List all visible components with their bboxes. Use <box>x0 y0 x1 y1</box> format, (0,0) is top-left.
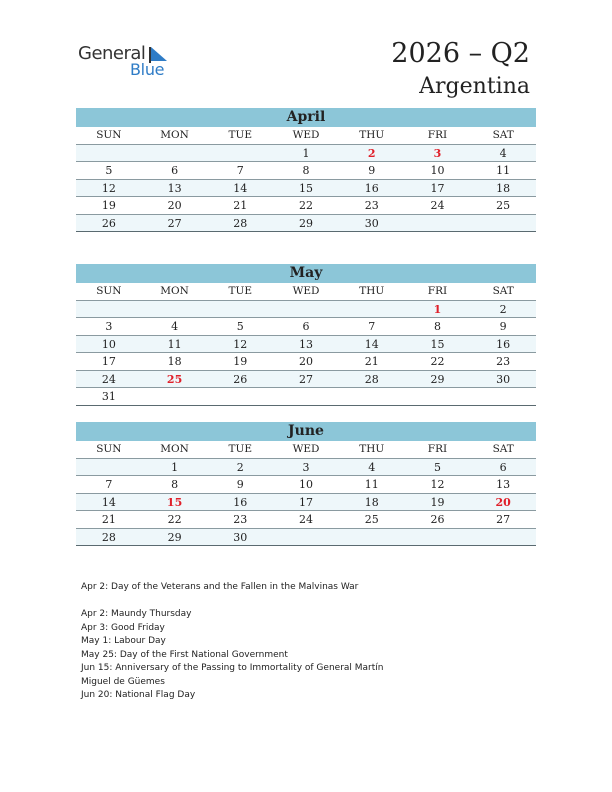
week-row <box>76 197 536 215</box>
day-cell: 9 <box>368 164 376 177</box>
day-cell <box>339 529 405 546</box>
week-row <box>76 336 536 354</box>
day-cell: 8 <box>302 164 310 177</box>
day-cell <box>207 301 273 318</box>
day-cell: 11 <box>364 478 379 491</box>
weekday-label: THU <box>359 285 385 297</box>
week-row <box>76 529 536 547</box>
note-line: Apr 3: Good Friday <box>81 622 165 633</box>
weekday-label: SUN <box>96 443 122 455</box>
day-cell: 14 <box>233 181 248 195</box>
day-cell: 8 <box>433 320 441 333</box>
day-cell: 21 <box>101 513 116 526</box>
day-cell <box>76 301 142 318</box>
day-cell: 25 <box>364 513 379 526</box>
day-cell <box>207 388 273 405</box>
weekday-label: WED <box>292 285 320 297</box>
day-cell: 16 <box>364 181 379 195</box>
day-cell <box>76 145 142 162</box>
note-line: Apr 2: Maundy Thursday <box>81 609 192 619</box>
day-cell <box>207 145 273 162</box>
day-cell: 24 <box>299 513 314 526</box>
day-cell: 23 <box>496 355 511 368</box>
day-cell: 26 <box>233 372 248 386</box>
day-cell: 30 <box>364 216 379 230</box>
day-cell <box>142 301 208 318</box>
note-line: Apr 2: Day of the Veterans and the Fallen in the Malvinas War <box>81 582 359 592</box>
day-cell: 10 <box>430 164 445 177</box>
day-cell: 13 <box>496 478 511 491</box>
day-cell: 12 <box>101 181 116 195</box>
day-cell: 5 <box>433 460 441 474</box>
day-cell: 17 <box>430 181 445 195</box>
day-cell: 10 <box>101 337 116 351</box>
day-cell: 24 <box>101 372 116 386</box>
week-row <box>76 318 536 336</box>
day-cell <box>273 301 339 318</box>
weekday-label: SUN <box>96 285 122 297</box>
day-cell: 9 <box>499 320 507 333</box>
day-cell: 28 <box>101 530 116 544</box>
day-cell: 5 <box>236 320 244 333</box>
day-cell: 11 <box>167 337 182 351</box>
holiday-day-cell: 15 <box>166 495 183 509</box>
day-cell: 26 <box>430 513 445 526</box>
note-line: May 25: Day of the First National Government <box>81 649 288 660</box>
weekday-row <box>76 441 536 459</box>
page-title: 2026 – Q2 <box>391 38 530 69</box>
day-cell: 9 <box>236 478 244 491</box>
notes-top <box>81 581 358 595</box>
day-cell <box>339 301 405 318</box>
day-cell: 22 <box>167 513 182 526</box>
week-row <box>76 353 536 371</box>
day-cell: 23 <box>364 199 379 212</box>
day-cell <box>142 388 208 405</box>
weekday-label: SAT <box>492 129 514 141</box>
day-cell: 1 <box>171 460 179 474</box>
month-may <box>76 264 536 406</box>
day-cell: 1 <box>302 146 310 160</box>
month-header: April <box>76 108 536 127</box>
day-cell: 15 <box>430 337 445 351</box>
weekday-label: SUN <box>96 129 122 141</box>
weekday-label: TUE <box>228 443 253 455</box>
day-cell: 28 <box>233 216 248 230</box>
day-cell: 18 <box>496 181 511 195</box>
weekday-label: MON <box>160 129 189 141</box>
day-cell: 17 <box>101 355 116 368</box>
day-cell: 12 <box>430 478 445 491</box>
day-cell: 4 <box>368 460 376 474</box>
day-cell: 30 <box>496 372 511 386</box>
week-row <box>76 388 536 406</box>
country-name: Argentina <box>419 74 530 99</box>
week-row <box>76 511 536 529</box>
day-cell: 30 <box>233 530 248 544</box>
day-cell: 17 <box>299 495 314 509</box>
weekday-label: SAT <box>492 443 514 455</box>
day-cell: 19 <box>101 199 116 212</box>
week-row <box>76 301 536 319</box>
holiday-day-cell: 1 <box>433 302 442 316</box>
day-cell: 6 <box>171 164 179 177</box>
week-row <box>76 459 536 477</box>
weekday-label: FRI <box>427 285 448 297</box>
day-cell: 27 <box>496 513 511 526</box>
day-cell: 25 <box>496 199 511 212</box>
day-cell: 10 <box>299 478 314 491</box>
day-cell: 20 <box>299 355 314 368</box>
day-cell: 16 <box>233 495 248 509</box>
weekday-label: SAT <box>492 285 514 297</box>
day-cell <box>405 388 471 405</box>
holiday-day-cell: 25 <box>166 372 183 386</box>
day-cell: 27 <box>299 372 314 386</box>
day-cell <box>405 215 471 232</box>
month-june <box>76 422 536 546</box>
day-cell <box>273 529 339 546</box>
day-cell: 2 <box>499 302 507 316</box>
day-cell: 24 <box>430 199 445 212</box>
day-cell <box>339 388 405 405</box>
day-cell: 15 <box>299 181 314 195</box>
day-cell: 11 <box>496 164 511 177</box>
day-cell: 27 <box>167 216 182 230</box>
day-cell: 22 <box>299 199 314 212</box>
day-cell <box>142 145 208 162</box>
day-cell: 3 <box>105 320 113 333</box>
day-cell: 28 <box>364 372 379 386</box>
weekday-label: THU <box>359 129 385 141</box>
note-line: Jun 15: Anniversary of the Passing to Immortality of General Martín <box>81 663 384 673</box>
day-cell: 26 <box>101 216 116 230</box>
day-cell: 13 <box>167 181 182 195</box>
day-cell: 2 <box>236 460 244 474</box>
weekday-row <box>76 283 536 301</box>
day-cell: 12 <box>233 337 248 351</box>
day-cell: 14 <box>364 337 379 351</box>
weekday-label: FRI <box>427 443 448 455</box>
day-cell <box>273 388 339 405</box>
day-cell: 13 <box>299 337 314 351</box>
day-cell: 21 <box>233 199 248 212</box>
day-cell: 6 <box>499 460 507 474</box>
weekday-label: FRI <box>427 129 448 141</box>
day-cell <box>76 459 142 476</box>
week-row <box>76 145 536 163</box>
week-row <box>76 371 536 389</box>
day-cell <box>470 388 536 405</box>
day-cell: 19 <box>233 355 248 368</box>
weekday-label: WED <box>292 129 320 141</box>
day-cell: 16 <box>496 337 511 351</box>
day-cell: 7 <box>236 164 244 177</box>
week-row <box>76 494 536 512</box>
week-row <box>76 476 536 494</box>
week-row <box>76 180 536 198</box>
day-cell: 7 <box>105 478 113 491</box>
day-cell: 6 <box>302 320 310 333</box>
day-cell: 3 <box>302 460 310 474</box>
day-cell: 18 <box>364 495 379 509</box>
day-cell: 4 <box>171 320 179 333</box>
day-cell <box>470 215 536 232</box>
month-april <box>76 108 536 232</box>
holiday-day-cell: 3 <box>433 146 442 160</box>
logo <box>78 43 178 79</box>
day-cell: 18 <box>167 355 182 368</box>
holiday-day-cell: 2 <box>367 146 376 160</box>
weekday-label: MON <box>160 285 189 297</box>
week-row <box>76 215 536 233</box>
day-cell: 29 <box>167 530 182 544</box>
day-cell: 31 <box>101 390 116 403</box>
day-cell: 4 <box>499 146 507 160</box>
day-cell: 21 <box>364 355 379 368</box>
day-cell: 19 <box>430 495 445 509</box>
day-cell: 14 <box>101 495 116 509</box>
day-cell: 7 <box>368 320 376 333</box>
day-cell: 29 <box>430 372 445 386</box>
day-cell: 8 <box>171 478 179 491</box>
day-cell: 5 <box>105 164 113 177</box>
note-line: Miguel de Güemes <box>81 676 165 687</box>
weekday-label: THU <box>359 443 385 455</box>
weekday-label: MON <box>160 443 189 455</box>
day-cell: 29 <box>299 216 314 230</box>
weekday-label: WED <box>292 443 320 455</box>
month-header: June <box>76 422 536 441</box>
day-cell: 20 <box>167 199 182 212</box>
day-cell: 23 <box>233 513 248 526</box>
logo-general-text: General <box>78 43 146 64</box>
weekday-label: TUE <box>228 129 253 141</box>
weekday-row <box>76 127 536 145</box>
weekday-label: TUE <box>228 285 253 297</box>
note-line: Jun 20: National Flag Day <box>81 690 196 700</box>
day-cell <box>470 529 536 546</box>
week-row <box>76 162 536 180</box>
day-cell: 22 <box>430 355 445 368</box>
note-line: May 1: Labour Day <box>81 636 166 646</box>
holiday-day-cell: 20 <box>495 495 511 509</box>
logo-blue-text: Blue <box>130 60 165 79</box>
day-cell <box>405 529 471 546</box>
month-header: May <box>76 264 536 283</box>
holiday-notes <box>81 608 383 703</box>
